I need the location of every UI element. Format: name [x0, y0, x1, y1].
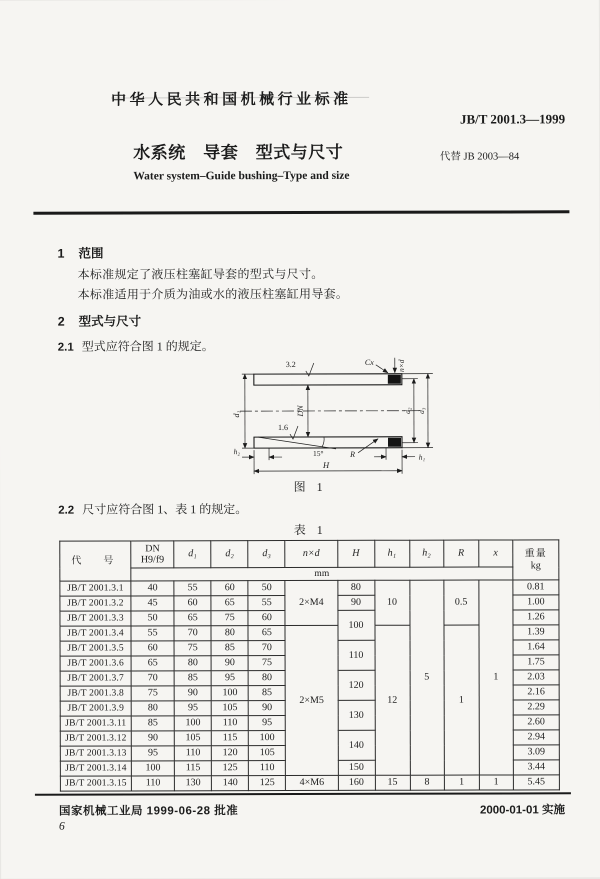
screw-top	[388, 375, 401, 384]
section-2-title: 型式与尺寸	[79, 314, 142, 328]
value-cell: 75	[211, 611, 248, 626]
label-h2: h₂	[234, 447, 241, 456]
value-cell: 60	[211, 581, 248, 596]
value-cell: 90	[131, 731, 174, 746]
label-roughness-inner: 1.6	[278, 423, 288, 432]
section-1-number: 1	[57, 247, 64, 261]
value-cell: 1	[479, 580, 514, 775]
value-cell: 70	[174, 626, 211, 641]
value-cell: 95	[211, 671, 248, 686]
value-cell: 100	[249, 731, 286, 746]
value-cell: 115	[175, 761, 212, 776]
radius-leader	[349, 439, 378, 459]
value-cell: 70	[131, 671, 174, 686]
label-radius: R	[349, 450, 355, 459]
value-cell: 100	[131, 761, 174, 776]
table-1-caption: 表 1	[0, 520, 600, 539]
value-cell: 140	[338, 730, 375, 760]
label-roughness-top: 3.2	[286, 360, 296, 369]
header-h1: h₁	[374, 540, 409, 567]
clause-2-2-number: 2.2	[58, 505, 74, 517]
value-cell: 1.39	[513, 625, 559, 640]
value-cell: 1.26	[513, 610, 559, 625]
page-number: 6	[59, 821, 65, 833]
value-cell: 80	[174, 656, 211, 671]
value-cell: 110	[175, 746, 212, 761]
value-cell: 10	[374, 580, 409, 625]
screw-bottom	[388, 438, 401, 447]
value-cell: 110	[132, 776, 175, 791]
code-cell: JB/T 2001.3.11	[60, 716, 131, 731]
implementation-note: 2000-01-01 实施	[480, 801, 565, 817]
value-cell: 120	[338, 670, 375, 700]
value-cell: 95	[249, 716, 286, 731]
value-cell: 8	[410, 775, 444, 790]
label-d3: d₃	[417, 407, 426, 414]
value-cell: 95	[131, 746, 174, 761]
clause-2-1	[58, 337, 214, 354]
value-cell: 90	[174, 686, 211, 701]
value-cell: 3.09	[513, 745, 559, 760]
value-cell: 5	[409, 580, 444, 775]
value-cell: 0.5	[444, 580, 479, 625]
code-cell: JB/T 2001.3.9	[60, 701, 131, 716]
value-cell: 50	[131, 611, 174, 626]
standard-type-title: 中华人民共和国机械行业标准	[111, 88, 352, 110]
value-cell: 85	[131, 716, 174, 731]
header-x: x	[479, 540, 513, 567]
section-1-title: 范围	[78, 247, 103, 261]
value-cell: 1	[479, 775, 513, 790]
value-cell: 90	[337, 595, 374, 610]
code-cell: JB/T 2001.3.5	[60, 641, 131, 656]
label-d1: d₁	[232, 411, 241, 418]
value-cell: 45	[131, 596, 174, 611]
code-cell: JB/T 2001.3.14	[60, 761, 131, 776]
value-cell: 2.16	[513, 685, 559, 700]
label-length: H	[322, 460, 330, 470]
value-cell: 1	[444, 775, 479, 790]
code-cell: JB/T 2001.3.13	[60, 746, 131, 761]
value-cell: 110	[212, 716, 249, 731]
header-dn-line1: DN	[131, 543, 173, 555]
code-cell: JB/T 2001.3.12	[60, 731, 131, 746]
header-dn-line2: H9/f9	[131, 554, 173, 566]
value-cell: 95	[174, 701, 211, 716]
value-cell: 70	[248, 641, 285, 656]
holes-label	[395, 358, 406, 373]
clause-2-1-number: 2.1	[58, 342, 74, 354]
value-cell: 12	[375, 625, 410, 775]
header-d2: d₂	[211, 541, 248, 568]
header-H: H	[337, 540, 374, 567]
code-cell: JB/T 2001.3.4	[60, 626, 131, 641]
table-row	[60, 775, 559, 791]
value-cell: 2×M5	[285, 625, 337, 775]
section-2-number: 2	[58, 315, 65, 329]
value-cell: 40	[131, 581, 174, 596]
value-cell: 2.94	[513, 730, 559, 745]
figure-1-caption: 图 1	[0, 477, 600, 496]
figure-1-drawing	[206, 350, 476, 479]
value-cell: 1.00	[513, 595, 559, 610]
value-cell: 5.45	[513, 775, 559, 790]
section-1-paragraph-1: 本标准规定了液压柱塞缸导套的型式与尺寸。	[78, 265, 324, 283]
value-cell: 55	[131, 626, 174, 641]
footer-rule	[35, 792, 571, 795]
clause-2-1-text: 型式应符合图 1 的规定。	[82, 339, 214, 353]
guide-bushing-section-drawing	[206, 350, 476, 479]
value-cell: 75	[248, 656, 285, 671]
code-cell: JB/T 2001.3.2	[60, 596, 131, 611]
value-cell: 140	[212, 776, 249, 791]
label-dn: DN	[296, 405, 305, 418]
value-cell: 1	[444, 625, 479, 775]
value-cell: 160	[338, 775, 375, 790]
value-cell: 80	[131, 701, 174, 716]
value-cell: 75	[174, 641, 211, 656]
header-d1: d₁	[174, 541, 211, 568]
value-cell: 50	[248, 581, 285, 596]
header-d3: d₃	[248, 541, 285, 568]
section-1-heading	[57, 244, 103, 262]
value-cell: 85	[174, 671, 211, 686]
value-cell: 105	[174, 731, 211, 746]
value-cell: 2.60	[513, 715, 559, 730]
header-weight	[513, 540, 559, 580]
value-cell: 120	[212, 746, 249, 761]
header-weight-line1: 重量	[513, 548, 558, 560]
standard-number: JB/T 2001.3—1999	[460, 111, 565, 127]
value-cell: 65	[174, 611, 211, 626]
value-cell: 105	[249, 746, 286, 761]
value-cell: 55	[174, 581, 211, 596]
dimension-table-body	[60, 580, 560, 791]
value-cell: 130	[175, 776, 212, 791]
value-cell: 1.75	[513, 655, 559, 670]
value-cell: 2×M4	[285, 580, 337, 625]
value-cell: 130	[338, 700, 375, 730]
section-1-paragraph-2: 本标准适用于介质为油或水的液压柱塞缸用导套。	[78, 285, 349, 303]
value-cell: 65	[211, 596, 248, 611]
header-unit-mm: mm	[131, 567, 513, 581]
approval-note: 国家机械工业局 1999-06-28 批准	[59, 802, 238, 818]
header-R: R	[443, 540, 478, 567]
value-cell: 80	[337, 580, 374, 595]
replaces-note: 代替 JB 2003—84	[440, 148, 519, 163]
value-cell: 150	[338, 760, 375, 775]
value-cell: 125	[212, 761, 249, 776]
header-rule	[33, 210, 569, 214]
clause-2-2	[58, 500, 247, 517]
value-cell: 4×M6	[286, 775, 338, 790]
label-h1: h₁	[419, 453, 426, 462]
value-cell: 115	[212, 731, 249, 746]
value-cell: 55	[248, 596, 285, 611]
value-cell: 125	[249, 776, 286, 791]
value-cell: 60	[131, 641, 174, 656]
code-cell: JB/T 2001.3.3	[60, 611, 131, 626]
value-cell: 0.81	[513, 580, 559, 595]
value-cell: 80	[211, 626, 248, 641]
value-cell: 105	[211, 701, 248, 716]
value-cell: 90	[211, 656, 248, 671]
value-cell: 75	[131, 686, 174, 701]
value-cell: 85	[248, 686, 285, 701]
header-dn	[131, 541, 174, 568]
code-cell: JB/T 2001.3.1	[60, 581, 131, 596]
section-2-heading	[58, 311, 142, 329]
value-cell: 85	[211, 641, 248, 656]
value-cell: 2.29	[513, 700, 559, 715]
header-h2: h₂	[409, 540, 443, 567]
value-cell: 60	[174, 596, 211, 611]
code-cell: JB/T 2001.3.7	[60, 671, 131, 686]
label-chamfer: Cx	[365, 358, 374, 367]
document-title-en: Water system–Guide bushing–Type and size	[133, 170, 349, 183]
value-cell: 110	[249, 761, 286, 776]
value-cell: 110	[338, 640, 375, 670]
value-cell: 100	[174, 716, 211, 731]
value-cell: 100	[211, 686, 248, 701]
value-cell: 90	[249, 701, 286, 716]
dim-h2	[242, 448, 282, 460]
header-nxd: n×d	[285, 540, 337, 567]
code-cell: JB/T 2001.3.6	[60, 656, 131, 671]
value-cell: 2.03	[513, 670, 559, 685]
label-d2: d₂	[403, 407, 412, 414]
header-code: 代 号	[60, 541, 131, 581]
table-row	[60, 580, 559, 596]
code-cell: JB/T 2001.3.15	[60, 776, 131, 791]
value-cell: 15	[375, 775, 410, 790]
label-angle: 15°	[313, 449, 324, 458]
value-cell: 65	[131, 656, 174, 671]
value-cell: 60	[248, 611, 285, 626]
value-cell: 1.64	[513, 640, 559, 655]
value-cell: 100	[337, 610, 374, 640]
document-title-cn: 水系统 导套 型式与尺寸	[133, 138, 343, 164]
label-holes: n×d	[397, 359, 406, 372]
code-cell: JB/T 2001.3.8	[60, 686, 131, 701]
value-cell: 3.44	[513, 760, 559, 775]
dimension-table	[59, 539, 560, 791]
chamfer-leader	[365, 358, 388, 373]
header-weight-line2: kg	[513, 560, 558, 572]
dim-h1	[374, 448, 415, 460]
value-cell: 80	[248, 671, 285, 686]
value-cell: 65	[248, 626, 285, 641]
clause-2-2-text: 尺寸应符合图 1、表 1 的规定。	[82, 502, 247, 516]
table-header	[60, 540, 559, 581]
